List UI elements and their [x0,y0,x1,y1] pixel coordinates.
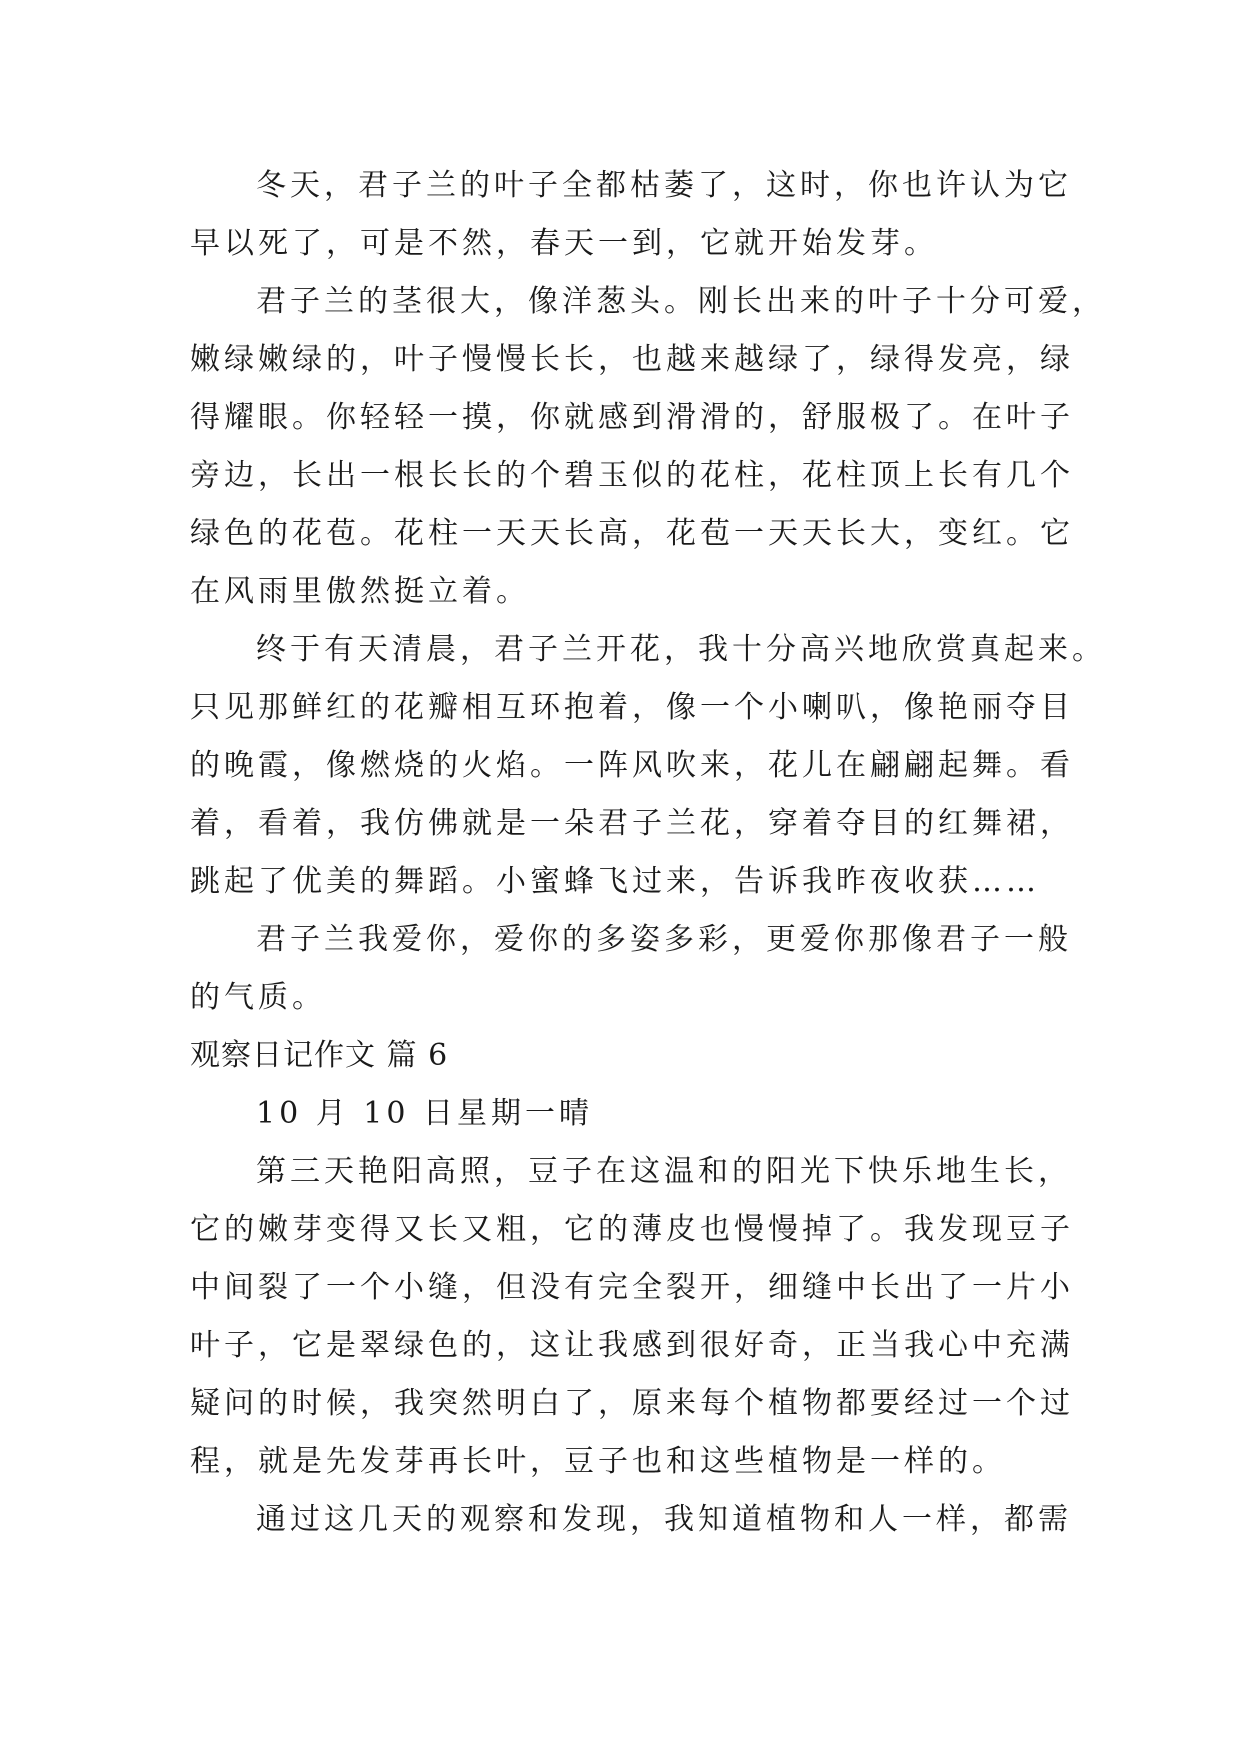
paragraph-line: 第三天艳阳高照，豆子在这温和的阳光下快乐地生长， [256,1154,1072,1189]
paragraph-line: 终于有天清晨，君子兰开花，我十分高兴地欣赏真起来。 [256,632,1106,667]
paragraph-line: 早以死了，可是不然，春天一到，它就开始发芽。 [190,226,938,261]
paragraph-line: 绿色的花苞。花柱一天天长高，花苞一天天长大，变红。它 [190,516,1074,551]
paragraph-line: 的气质。 [190,980,326,1015]
paragraph-line: 跳起了优美的舞蹈。小蜜蜂飞过来，告诉我昨夜收获…… [190,864,1040,899]
paragraph-line: 得耀眼。你轻轻一摸，你就感到滑滑的，舒服极了。在叶子 [190,400,1074,435]
paragraph-line: 的晚霞，像燃烧的火焰。一阵风吹来，花儿在翩翩起舞。看 [190,748,1074,783]
paragraph-line: 叶子，它是翠绿色的，这让我感到很好奇，正当我心中充满 [190,1328,1074,1363]
paragraph-line: 它的嫩芽变得又长又粗，它的薄皮也慢慢掉了。我发现豆子 [190,1212,1074,1247]
paragraph-line: 君子兰的茎很大，像洋葱头。刚长出来的叶子十分可爱， [256,284,1106,319]
paragraph-line: 疑问的时候，我突然明白了，原来每个植物都要经过一个过 [190,1386,1074,1421]
paragraph-line: 通过这几天的观察和发现，我知道植物和人一样，都需 [256,1502,1072,1537]
paragraph-line: 君子兰我爱你，爱你的多姿多彩，更爱你那像君子一般 [256,922,1072,957]
paragraph-line: 程，就是先发芽再长叶，豆子也和这些植物是一样的。 [190,1444,1006,1479]
paragraph-line: 嫩绿嫩绿的，叶子慢慢长长，也越来越绿了，绿得发亮，绿 [190,342,1074,377]
paragraph-line: 着，看着，我仿佛就是一朵君子兰花，穿着夺目的红舞裙， [190,806,1074,841]
paragraph-line: 在风雨里傲然挺立着。 [190,574,530,609]
diary-date: 10 月 10 日星期一晴 [256,1096,593,1131]
paragraph-line: 冬天，君子兰的叶子全都枯萎了，这时，你也许认为它 [256,168,1072,203]
paragraph-line: 只见那鲜红的花瓣相互环抱着，像一个小喇叭，像艳丽夺目 [190,690,1074,725]
paragraph-line: 旁边，长出一根长长的个碧玉似的花柱，花柱顶上长有几个 [190,458,1074,493]
section-heading: 观察日记作文 篇 6 [190,1038,449,1073]
paragraph-line: 中间裂了一个小缝，但没有完全裂开，细缝中长出了一片小 [190,1270,1074,1305]
